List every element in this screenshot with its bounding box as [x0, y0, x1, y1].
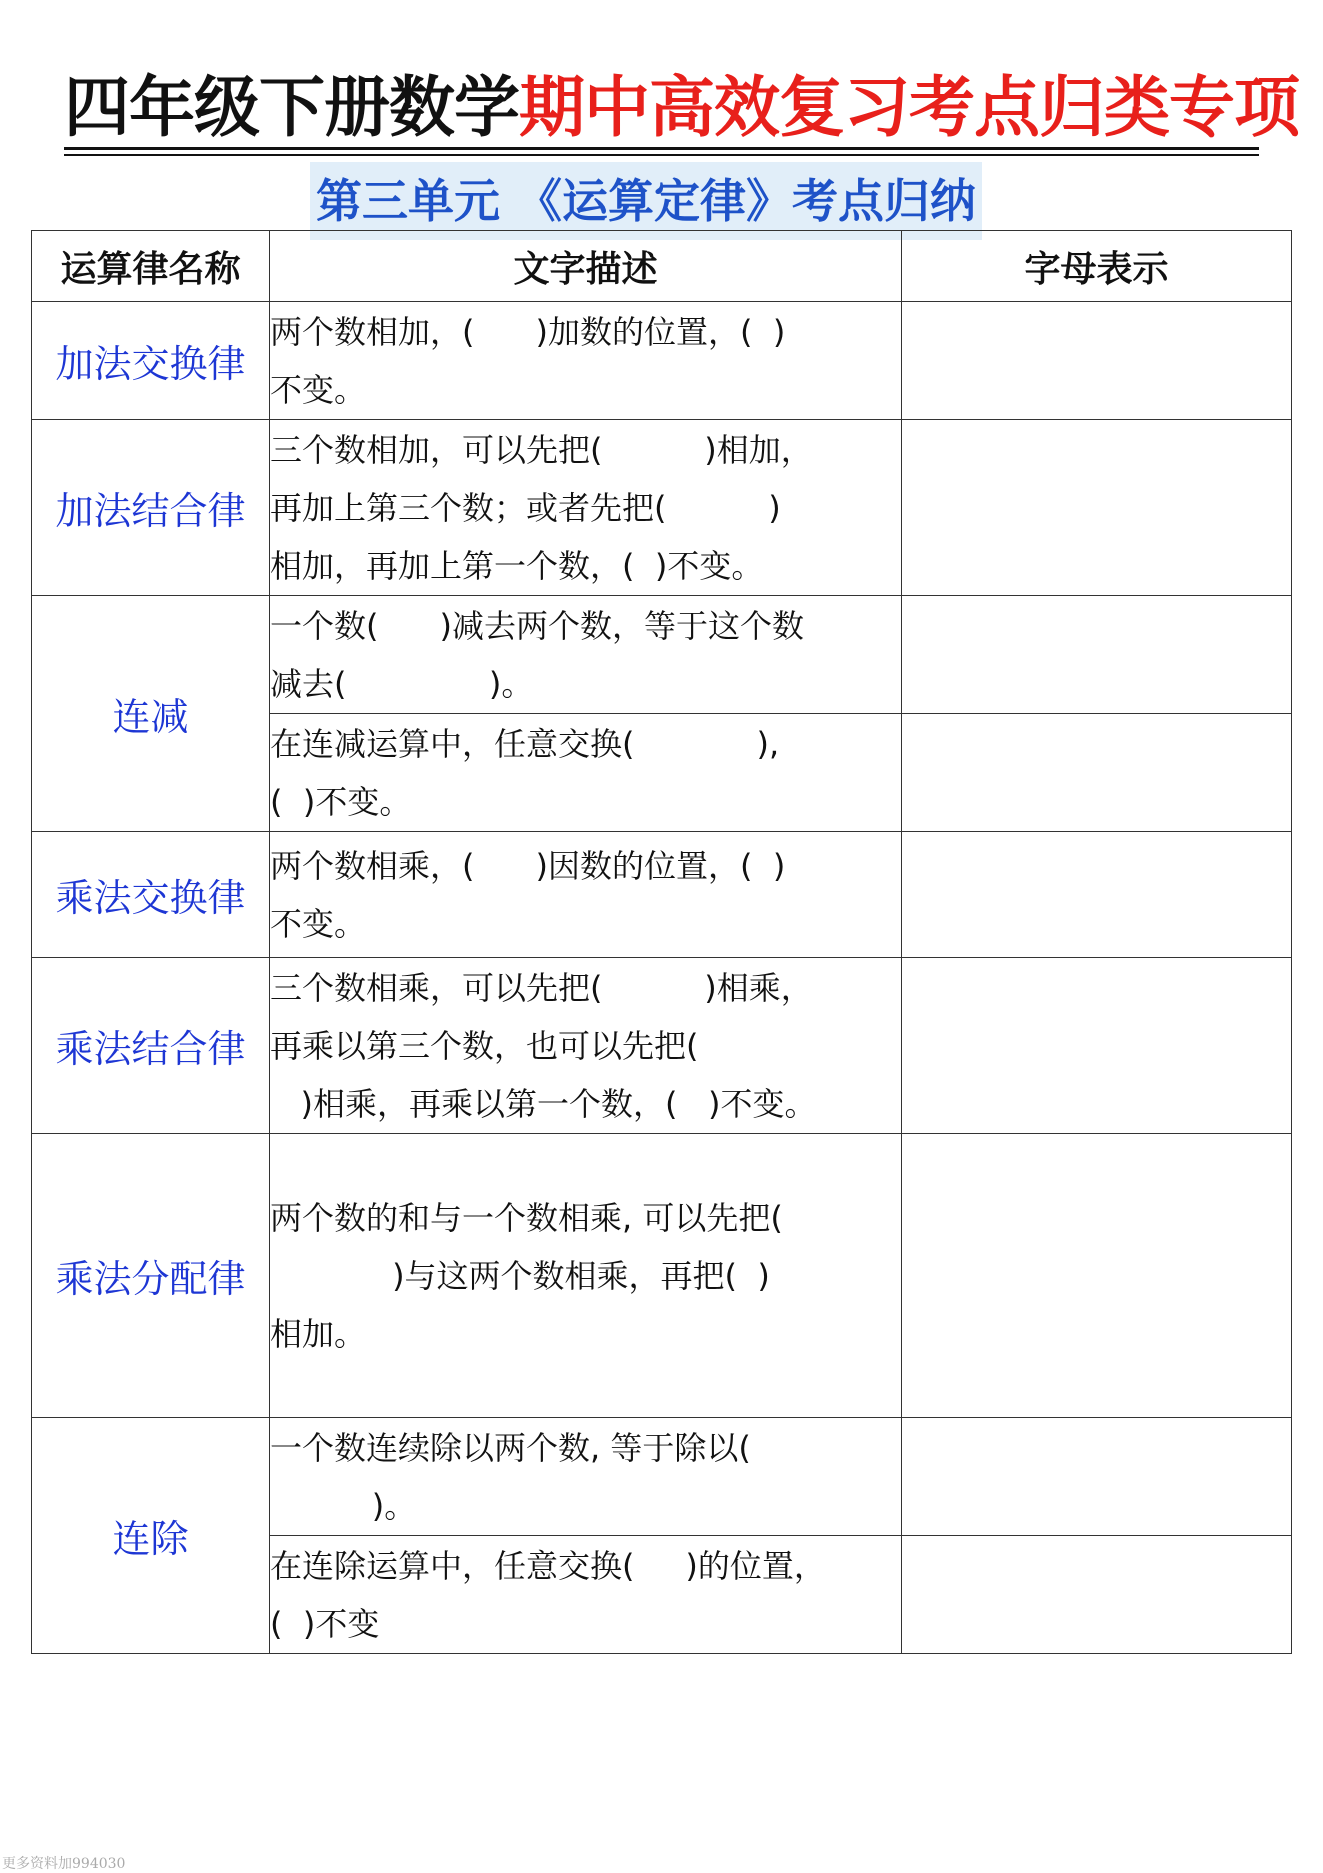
table-row [32, 832, 1292, 958]
description-line: 三个数相加，可以先把( )相加， [270, 430, 813, 469]
description-line: 一个数连续除以两个数, 等于除以( [270, 1428, 751, 1467]
letter-answer-cell[interactable] [902, 596, 1292, 714]
description-line: 一个数( )减去两个数，等于这个数 [270, 606, 805, 645]
table-row [32, 596, 1292, 714]
table-row [32, 420, 1292, 596]
description-line: 在连除运算中，任意交换( )的位置， [270, 1546, 826, 1585]
description-line: 在连减运算中，任意交换( ), [270, 724, 780, 763]
table-row [32, 1418, 1292, 1536]
letter-answer-cell[interactable] [902, 714, 1292, 832]
law-description [270, 1134, 902, 1418]
table-row [32, 1134, 1292, 1418]
law-name: 乘法结合律 [32, 958, 270, 1134]
title-black: 四年级下册数学 [64, 69, 519, 146]
header-law-name: 运算律名称 [32, 231, 270, 302]
letter-answer-cell[interactable] [902, 1418, 1292, 1536]
description-line: 相加，再加上第一个数，( )不变。 [270, 546, 764, 585]
description-line: 减去( )。 [270, 664, 534, 703]
table-header-row [32, 231, 1292, 302]
description-line: 相加。 [270, 1314, 367, 1353]
description-line: 两个数相乘，( )因数的位置，( ) [270, 846, 786, 885]
section-subtitle: 第三单元 《运算定律》考点归纳 [310, 162, 982, 240]
description-line: ( )不变。 [270, 782, 412, 821]
title-underline [64, 147, 1259, 150]
letter-answer-cell[interactable] [902, 420, 1292, 596]
laws-table [31, 230, 1292, 1654]
description-line: ( )不变 [270, 1604, 380, 1643]
letter-answer-cell[interactable] [902, 1134, 1292, 1418]
law-description [270, 958, 902, 1134]
letter-answer-cell[interactable] [902, 958, 1292, 1134]
law-name: 加法结合律 [32, 420, 270, 596]
description-line: 再加上第三个数；或者先把( ) [270, 488, 781, 527]
description-line: 两个数相加，( )加数的位置，( ) [270, 312, 786, 351]
law-description [270, 832, 902, 958]
title-underline-2 [64, 154, 1259, 156]
table-row [32, 958, 1292, 1134]
law-name: 乘法分配律 [32, 1134, 270, 1418]
description-line: )与这两个数相乘，再把( ) [270, 1256, 770, 1295]
header-text-description: 文字描述 [270, 231, 902, 302]
description-line: )。 [270, 1486, 417, 1525]
law-description [270, 714, 902, 832]
law-name: 乘法交换律 [32, 832, 270, 958]
law-description [270, 302, 902, 420]
footer-watermark-text: 更多资料加994030 [2, 1856, 126, 1872]
description-line: 再乘以第三个数，也可以先把( [270, 1026, 699, 1065]
header-letter-representation: 字母表示 [902, 231, 1292, 302]
law-name: 连除 [32, 1418, 270, 1654]
description-line: 三个数相乘，可以先把( )相乘， [270, 968, 813, 1007]
law-description [270, 420, 902, 596]
letter-answer-cell[interactable] [902, 1536, 1292, 1654]
description-line: 不变。 [270, 904, 367, 943]
law-name: 加法交换律 [32, 302, 270, 420]
title-red: 期中高效复习考点归类专项 [519, 69, 1299, 146]
description-line: 两个数的和与一个数相乘, 可以先把( [270, 1198, 783, 1237]
letter-answer-cell[interactable] [902, 302, 1292, 420]
letter-answer-cell[interactable] [902, 832, 1292, 958]
law-description [270, 1418, 902, 1536]
description-line: )相乘，再乘以第一个数，( )不变。 [270, 1084, 817, 1123]
law-name: 连减 [32, 596, 270, 832]
page-title [64, 68, 1299, 148]
law-description [270, 1536, 902, 1654]
law-description [270, 596, 902, 714]
description-line: 不变。 [270, 370, 367, 409]
table-row [32, 302, 1292, 420]
